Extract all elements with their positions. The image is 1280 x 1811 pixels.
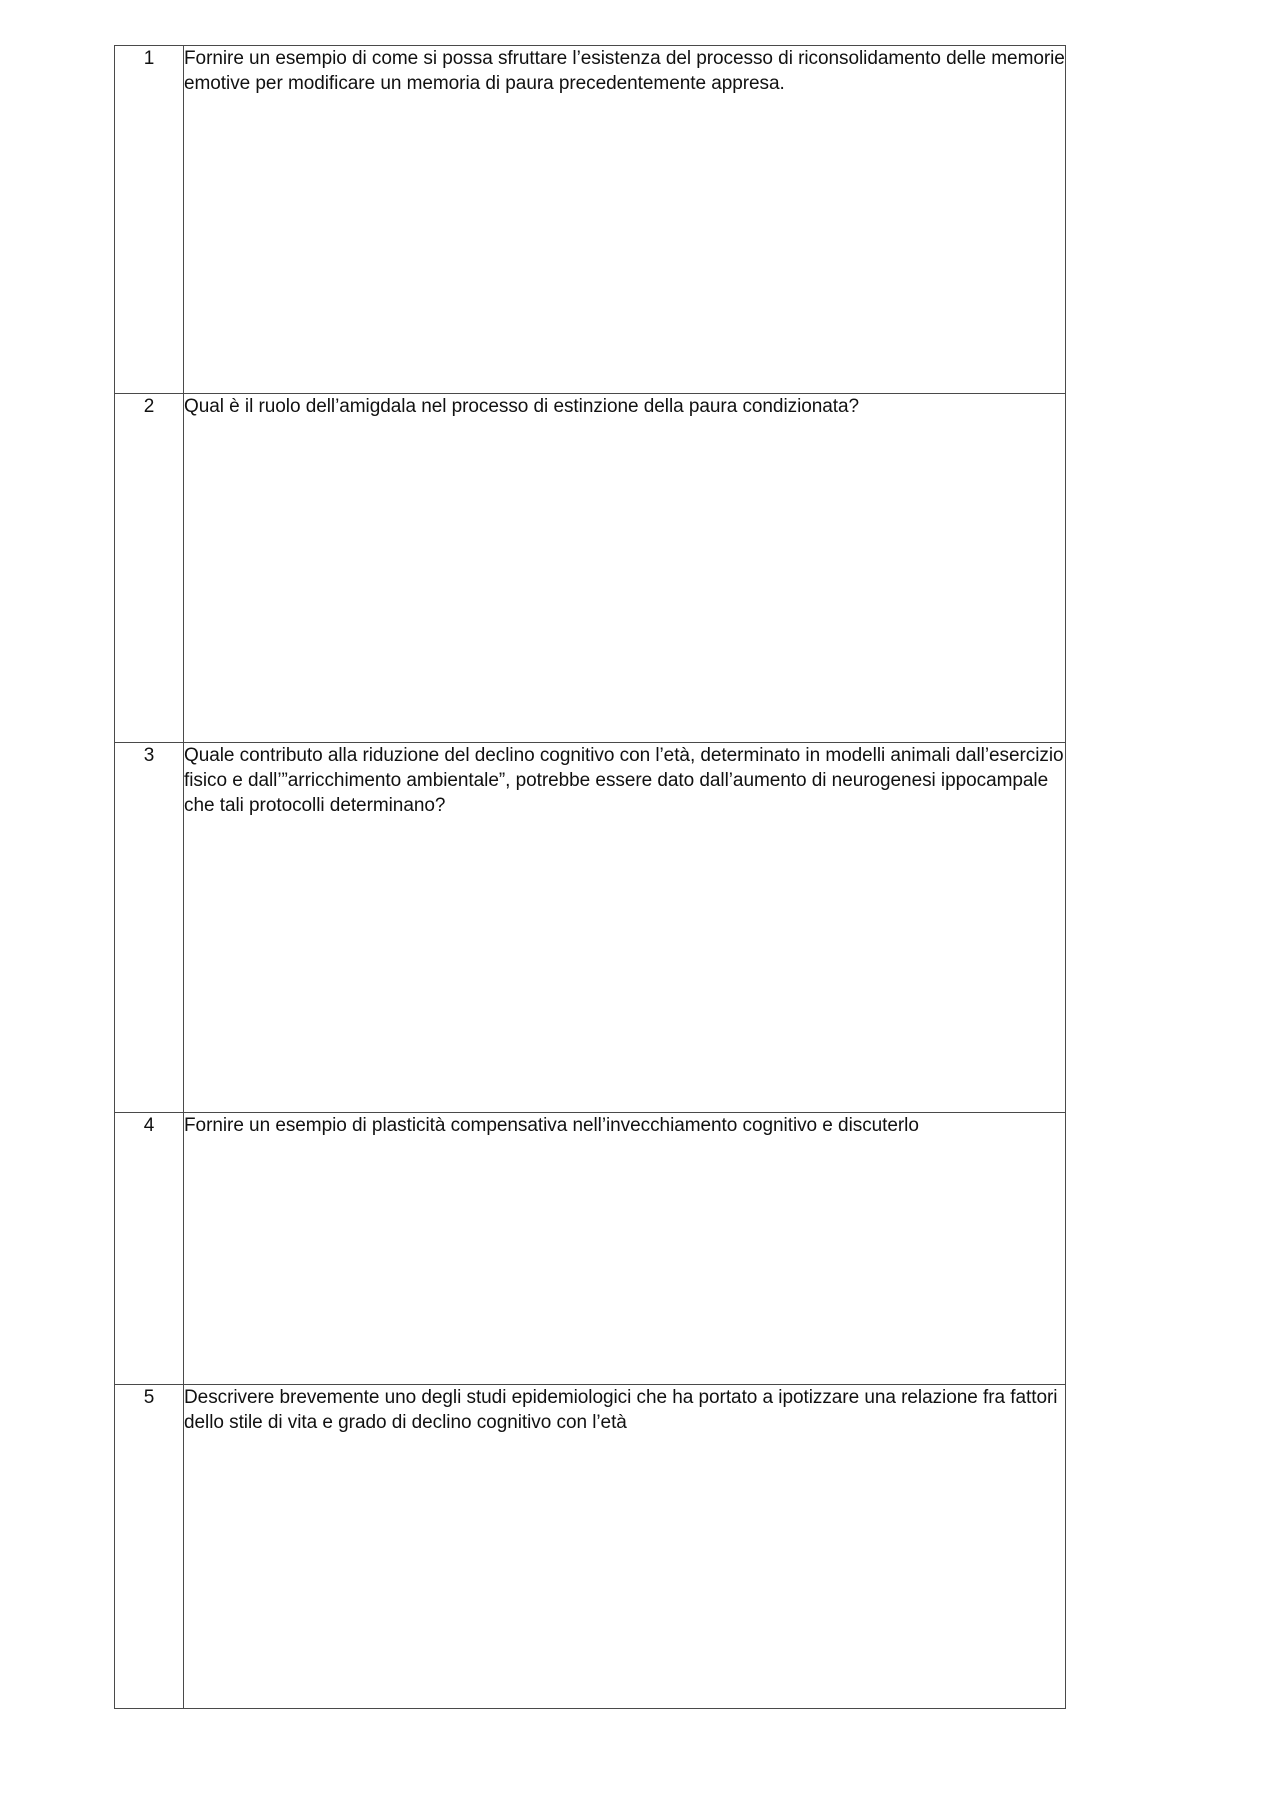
question-row-5 [115, 1385, 1066, 1709]
question-text-cell [184, 743, 1066, 1113]
question-number: 1 [143, 48, 155, 69]
question-row-4 [115, 1113, 1066, 1385]
question-text: Quale contributo alla riduzione del declino cognitivo con l’età, determinato in modelli animali dall’esercizio fisico e dall’”arricchimento ambientale”, potrebbe essere dato dall’aumento di neurogenesi ippocampale che tali protocolli determinano? [184, 745, 1064, 816]
question-text-cell [184, 1113, 1066, 1385]
question-number-cell [115, 46, 184, 394]
question-number-cell [115, 394, 184, 743]
question-number: 5 [143, 1387, 155, 1408]
question-row-3 [115, 743, 1066, 1113]
question-number-cell [115, 1113, 184, 1385]
question-text-cell [184, 1385, 1066, 1709]
question-text-cell [184, 394, 1066, 743]
question-row-2 [115, 394, 1066, 743]
question-text: Fornire un esempio di come si possa sfruttare l’esistenza del processo di riconsolidamento delle memorie emotive per modificare un memoria di paura precedentemente appresa. [184, 48, 1065, 94]
question-number: 4 [143, 1115, 155, 1136]
question-number: 2 [143, 396, 155, 417]
question-text-cell [184, 46, 1066, 394]
question-sheet [114, 45, 1066, 1709]
question-text: Qual è il ruolo dell’amigdala nel processo di estinzione della paura condizionata? [184, 396, 860, 417]
questions-table [114, 45, 1066, 1709]
question-number-cell [115, 743, 184, 1113]
question-number-cell [115, 1385, 184, 1709]
question-number: 3 [143, 745, 155, 766]
question-text: Fornire un esempio di plasticità compensativa nell’invecchiamento cognitivo e discuterlo [184, 1115, 919, 1136]
question-row-1 [115, 46, 1066, 394]
question-text: Descrivere brevemente uno degli studi epidemiologici che ha portato a ipotizzare una relazione fra fattori dello stile di vita e grado di declino cognitivo con l’età [184, 1387, 1058, 1433]
